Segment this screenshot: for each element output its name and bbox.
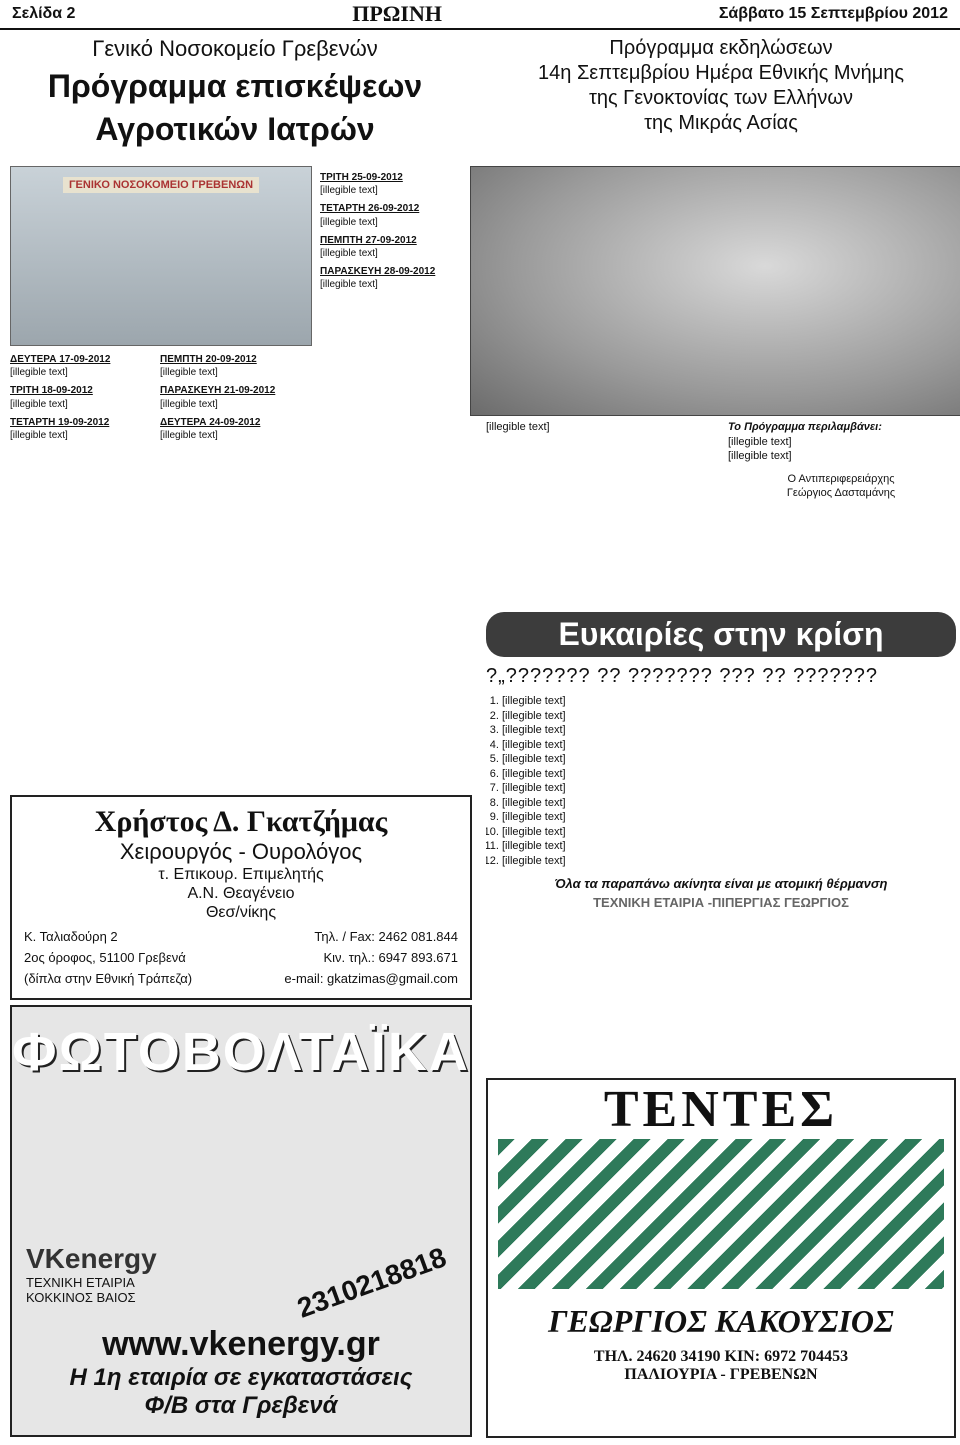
schedule-day: ΠΕΜΠΤΗ 20-09-2012 [160, 354, 257, 365]
listing-item: 7. [illegible text] [502, 781, 956, 796]
listing-item: 5. [illegible text] [502, 752, 956, 767]
doctor-email: e-mail: gkatzimas@gmail.com [284, 970, 458, 986]
doctor-specialty: Χειρουργός - Ουρολόγος [119, 839, 363, 864]
real-estate-section [486, 612, 956, 1007]
listing-list [486, 694, 956, 868]
schedule-day: ΔΕΥΤΕΡΑ 24-09-2012 [160, 416, 261, 428]
page-header [0, 0, 960, 30]
listing-item: 12. [illegible text] [502, 854, 956, 869]
heating-note: Όλα τα παραπάνω ακίνητα είναι με ατομική θέρμανση [554, 876, 888, 892]
doctor-landmark: (δίπλα στην Εθνική Τράπεζα) [24, 970, 193, 986]
schedule-text: [illegible text] [320, 216, 378, 228]
left-title-line1: Πρόγραμμα επισκέψεων [47, 68, 423, 104]
solar-url[interactable]: www.vkenergy.gr [102, 1325, 380, 1363]
listing-item: 10. [illegible text] [502, 825, 956, 840]
listing-item: 11. [illegible text] [502, 839, 956, 854]
schedule-day: ΠΑΡΑΣΚΕΥΗ 21-09-2012 [160, 385, 276, 397]
doctor-phone: Τηλ. / Fax: 2462 081.844 [314, 928, 458, 944]
awning-phone: ΤΗΛ. 24620 34190 ΚΙΝ: 6972 704453 [593, 1348, 849, 1365]
schedule-text: [illegible text] [10, 429, 68, 441]
listing-item: 3. [illegible text] [502, 723, 956, 738]
doctor-address: Κ. Ταλιαδούρη 2 [24, 928, 118, 944]
real-estate-company: ΤΕΧΝΙΚΗ ΕΤΑΙΡΙΑ -ΠΙΠΕΡΓΙΑΣ ΓΕΩΡΓΙΟΣ [593, 895, 849, 911]
schedule-text: [illegible text] [160, 429, 218, 441]
solar-slogan-1: Η 1η εταιρία σε εγκαταστάσεις [69, 1364, 413, 1391]
schedule-column-3 [320, 166, 465, 292]
signature-name: Γεώργιος Δασταμάνης [786, 487, 896, 500]
right-title-line1: Πρόγραμμα εκδηλώσεων [609, 37, 833, 59]
commemoration-body [486, 420, 716, 435]
doctor-contact-row-2 [12, 950, 470, 965]
schedule-day: ΤΕΤΑΡΤΗ 26-09-2012 [320, 203, 420, 215]
refugees-photo [470, 166, 960, 416]
right-title-line4: της Μικράς Ασίας [644, 112, 798, 134]
schedule-column-1 [10, 348, 150, 442]
schedule-day: ΔΕΥΤΕΡΑ 17-09-2012 [10, 354, 111, 365]
hospital-photo [10, 166, 312, 346]
doctor-contact-row-3 [12, 971, 470, 986]
left-kicker: Γενικό Νοσοκομείο Γρεβενών [92, 36, 378, 61]
right-article-header [496, 36, 946, 136]
awning-owner: ΓΕΩΡΓΙΟΣ ΚΑΚΟΥΣΙΟΣ [548, 1303, 894, 1339]
real-estate-banner: Ευκαιρίες στην κρίση [486, 612, 956, 657]
doctor-hospital: Α.Ν. Θεαγένειο [187, 885, 295, 903]
schedule-day: ΤΡΙΤΗ 25-09-2012 [320, 172, 403, 183]
awning-image [498, 1139, 944, 1289]
solar-ad [10, 1005, 472, 1437]
listing-item: 1. [illegible text] [502, 694, 956, 709]
right-title-line3: της Γενοκτονίας των Ελλήνων [588, 87, 854, 109]
doctor-mobile: Κιν. τηλ.: 6947 893.671 [323, 949, 458, 965]
listing-item: 6. [illegible text] [502, 767, 956, 782]
schedule-text: [illegible text] [160, 367, 218, 379]
listing-item: 4. [illegible text] [502, 738, 956, 753]
solar-headline: ΦΩΤΟΒΟΛΤΑΪΚΑ [12, 1022, 470, 1082]
real-estate-subtitle: ?„??????? ?? ??????? ??? ?? ??????? [486, 665, 879, 687]
doctor-contact-row-1 [12, 929, 470, 944]
vkenergy-logo: VKenergy [26, 1243, 157, 1274]
program-item: [illegible text] [728, 435, 792, 448]
schedule-text: [illegible text] [320, 279, 378, 291]
program-title: Το Πρόγραμμα περιλαμβάνει: [728, 421, 882, 433]
listing-item: 8. [illegible text] [502, 796, 956, 811]
solar-owner: ΚΟΚΚΙΝΟΣ ΒΑΙΟΣ [26, 1290, 136, 1305]
awning-location: ΠΑΛΙΟΥΡΙΑ - ΓΡΕΒΕΝΩΝ [624, 1366, 818, 1383]
schedule-text: [illegible text] [320, 185, 378, 197]
schedule-text: [illegible text] [10, 367, 68, 379]
awning-headline: ΤΕΝΤΕΣ [603, 1081, 839, 1138]
schedule-day: ΠΕΜΠΤΗ 27-09-2012 [320, 234, 417, 246]
right-title-line2: 14η Σεπτεμβρίου Ημέρα Εθνικής Μνήμης [538, 62, 904, 84]
doctor-floor: 2ος όροφος, 51100 Γρεβενά [24, 949, 186, 965]
doctor-city: Θεσ/νίκης [205, 904, 277, 922]
schedule-text: [illegible text] [160, 398, 218, 410]
schedule-text: [illegible text] [10, 398, 68, 410]
doctor-name: Χρήστος Δ. Γκατζήμας [94, 805, 388, 838]
solar-company: ΤΕΧΝΙΚΗ ΕΤΑΙΡΙΑ [26, 1275, 135, 1290]
schedule-text: [illegible text] [320, 247, 378, 259]
commemoration-text: [illegible text] [486, 421, 550, 433]
commemoration-program [728, 420, 954, 501]
schedule-day: ΠΑΡΑΣΚΕΥΗ 28-09-2012 [320, 266, 436, 278]
listing-item: 2. [illegible text] [502, 709, 956, 724]
program-item: [illegible text] [728, 450, 792, 463]
schedule-day: ΤΕΤΑΡΤΗ 19-09-2012 [10, 416, 110, 428]
listing-item: 9. [illegible text] [502, 810, 956, 825]
issue-date: Σάββατο 15 Σεπτεμβρίου 2012 [718, 5, 948, 22]
signature-role: Ο Αντιπεριφερειάρχης [787, 472, 895, 485]
left-article-header [20, 36, 450, 148]
left-title-line2: Αγροτικών Ιατρών [95, 110, 375, 147]
doctor-ad [10, 795, 472, 1000]
hospital-sign: ΓΕΝΙΚΟ ΝΟΣΟΚΟΜΕΙΟ ΓΡΕΒΕΝΩΝ [63, 177, 259, 193]
doctor-title: τ. Επικουρ. Επιμελητής [158, 866, 324, 883]
solar-phone: 2310218818 [293, 1241, 451, 1324]
schedule-day: ΤΡΙΤΗ 18-09-2012 [10, 385, 93, 397]
schedule-column-2 [160, 348, 310, 442]
newspaper-logo: ΠΡΩΙΝΗ [352, 1, 442, 26]
page-number: Σελίδα 2 [12, 5, 76, 22]
solar-slogan-2: Φ/Β στα Γρεβενά [144, 1392, 338, 1419]
awning-ad [486, 1078, 956, 1438]
